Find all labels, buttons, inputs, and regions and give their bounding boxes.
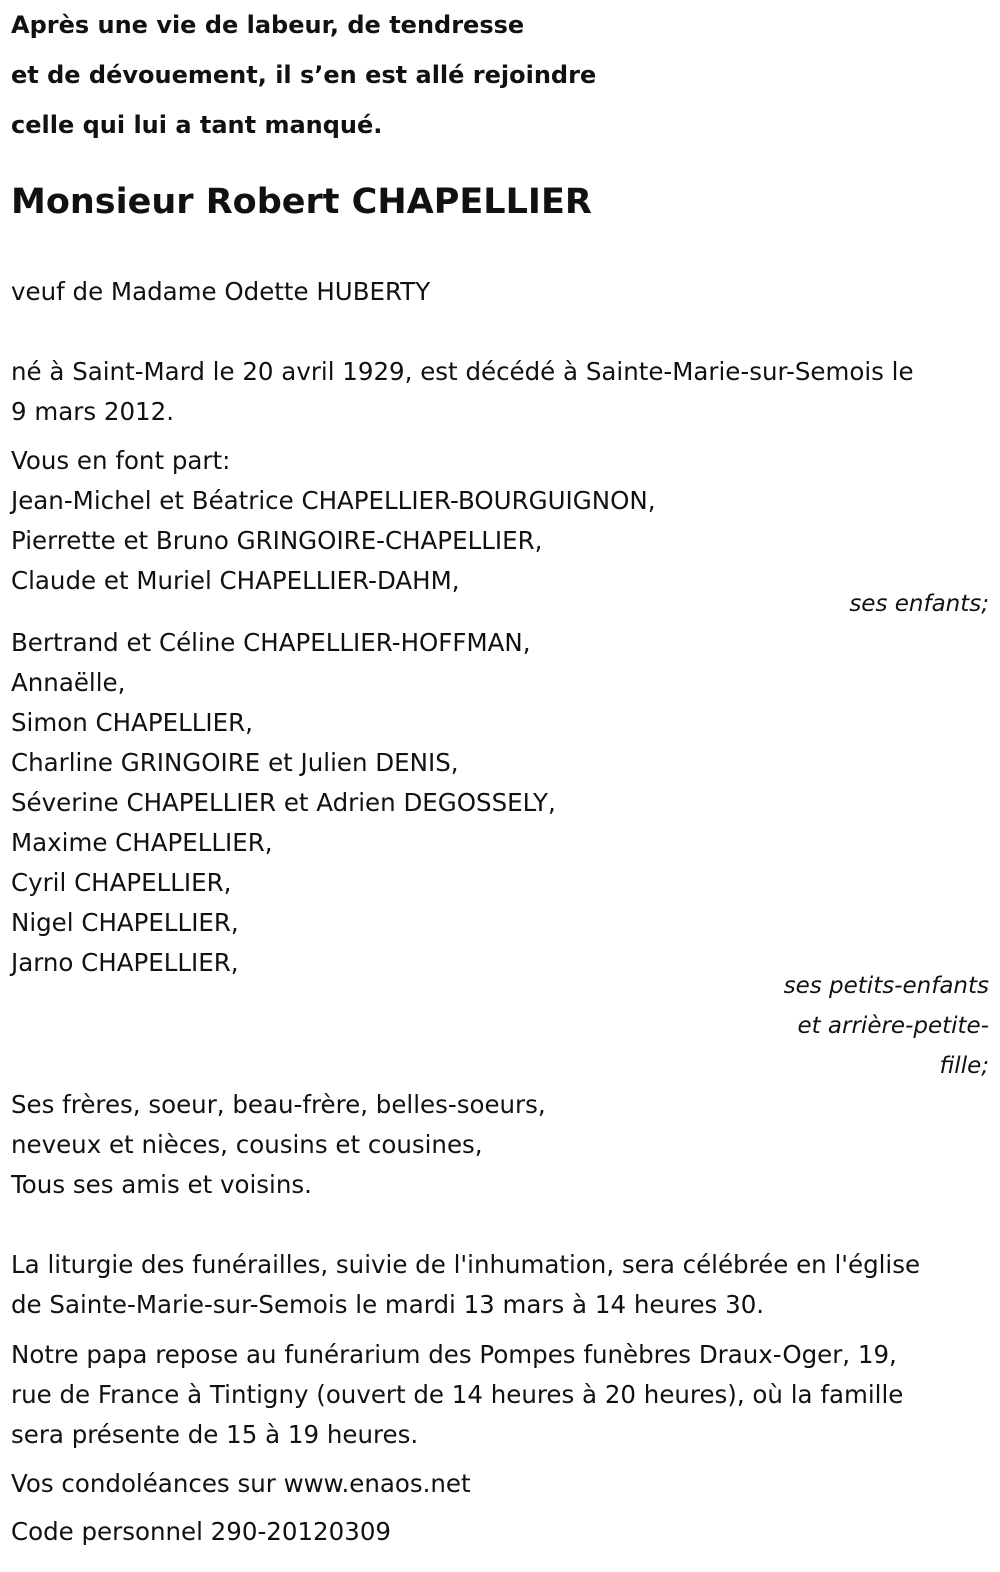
list-item: Simon CHAPELLIER, [11, 708, 253, 737]
label-line: et arrière-petite- [797, 1013, 989, 1039]
list-item: Cyril CHAPELLIER, [11, 868, 232, 897]
list-item: Claude et Muriel CHAPELLIER-DAHM, [11, 566, 460, 595]
widower-line: veuf de Madame Odette HUBERTY [11, 277, 431, 306]
announcement: Vous en font part: [11, 446, 231, 475]
list-item: Annaëlle, [11, 668, 126, 697]
intro-verse [11, 0, 596, 150]
grandchildren-label [784, 966, 989, 1086]
list-item: Séverine CHAPELLIER et Adrien DEGOSSELY, [11, 788, 556, 817]
personal-code: Code personnel 290-20120309 [11, 1517, 391, 1546]
intro-line: celle qui lui a tant manqué. [11, 111, 383, 139]
birth-line: né à Saint-Mard le 20 avril 1929, est décédé à Sainte-Marie-sur-Semois le [11, 357, 914, 386]
funeral-home-info [11, 1335, 903, 1455]
list-item: Jarno CHAPELLIER, [11, 948, 239, 977]
list-item: Jean-Michel et Béatrice CHAPELLIER-BOURGUIGNON, [11, 486, 656, 515]
grandchildren-list [11, 623, 556, 983]
paragraph-line: de Sainte-Marie-sur-Semois le mardi 13 mars à 14 heures 30. [11, 1290, 765, 1319]
label-line: ses petits-enfants [783, 973, 989, 999]
children-list [11, 481, 656, 601]
list-item: Pierrette et Bruno GRINGOIRE-CHAPELLIER, [11, 526, 543, 555]
intro-line: et de dévouement, il s’en est allé rejoindre [11, 61, 597, 89]
intro-line: Après une vie de labeur, de tendresse [11, 11, 525, 39]
list-item: Tous ses amis et voisins. [11, 1170, 312, 1199]
paragraph-line: Notre papa repose au funérarium des Pompes funèbres Draux-Oger, 19, [11, 1340, 897, 1369]
extended-family [11, 1085, 546, 1205]
paragraph-line: La liturgie des funérailles, suivie de l'inhumation, sera célébrée en l'église [11, 1250, 921, 1279]
list-item: Charline GRINGOIRE et Julien DENIS, [11, 748, 459, 777]
list-item: neveux et nièces, cousins et cousines, [11, 1130, 483, 1159]
birth-line: 9 mars 2012. [11, 397, 175, 426]
list-item: Maxime CHAPELLIER, [11, 828, 273, 857]
paragraph-line: sera présente de 15 à 19 heures. [11, 1420, 419, 1449]
liturgy-info [11, 1245, 920, 1325]
list-item: Bertrand et Céline CHAPELLIER-HOFFMAN, [11, 628, 531, 657]
paragraph-line: rue de France à Tintigny (ouvert de 14 heures à 20 heures), où la famille [11, 1380, 904, 1409]
list-item: Nigel CHAPELLIER, [11, 908, 239, 937]
birth-death-info [11, 352, 914, 432]
list-item: Ses frères, soeur, beau-frère, belles-soeurs, [11, 1090, 546, 1119]
children-label: ses enfants; [849, 591, 989, 617]
condolences-line: Vos condoléances sur www.enaos.net [11, 1469, 471, 1498]
label-line: fille; [939, 1053, 989, 1079]
deceased-name: Monsieur Robert CHAPELLIER [11, 182, 592, 222]
